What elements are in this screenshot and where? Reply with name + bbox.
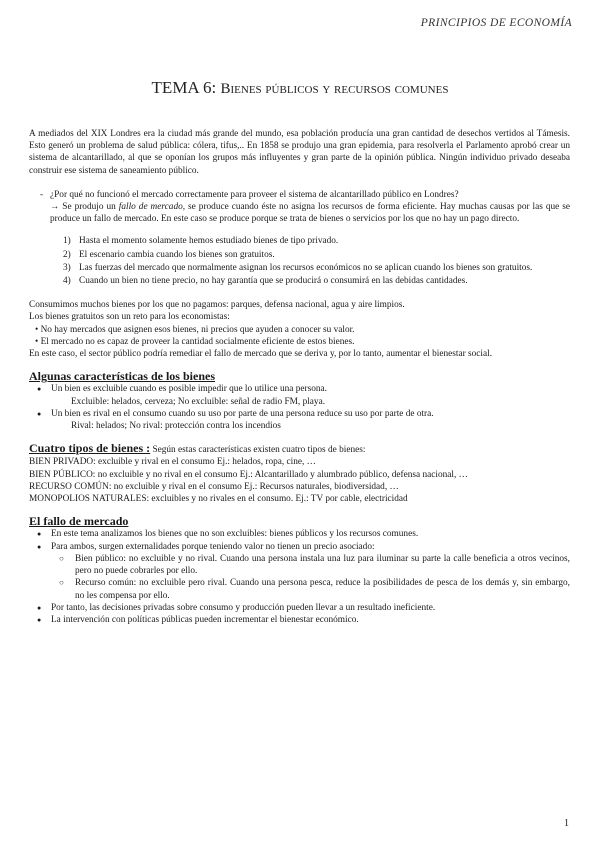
characteristics-heading: Algunas características de los bienes: [29, 369, 215, 384]
list-item: [37, 408, 570, 420]
market-failure-list: [29, 528, 570, 552]
item-number: 2): [63, 249, 71, 260]
numbered-list: [29, 235, 570, 287]
item-text: La intervención con políticas públicas pueden incrementar el bienestar económico.: [51, 614, 359, 625]
type-text: no excluible y rival en el consumo Ej.: Recursos naturales, biodiversidad, …: [111, 481, 399, 492]
intro-paragraph: A mediados del XIX Londres era la ciudad más grande del mundo, esa población producía una gran cantidad de desechos vertidos al Támesis. Esto generó un problema de salud pública: cólera, tifus,.. En 1858 se produjo una gran epidemia, para resolverla el Parlamento aprobó crear un sistema de alcantarillado, al que se oponían los grupos más influyentes y gran parte de la opinión pública. Ningún individuo privado deseaba construir ese sistema de saneamiento público.: [29, 129, 570, 176]
four-types-section: [29, 442, 570, 505]
item-text: Para ambos, surgen externalidades porque teniendo valor no tienen un precio asociado:: [51, 541, 375, 552]
type-text: excluibles y no rivales en el consumo. Ej.: TV por cable, electricidad: [149, 494, 408, 505]
answer-text: [50, 201, 570, 225]
answer-pre: → Se produjo un: [50, 202, 119, 213]
bullet-icon: ●: [37, 615, 42, 624]
running-header: PRINCIPIOS DE ECONOMÍA: [420, 17, 572, 29]
bullet-icon: ●: [37, 530, 42, 539]
list-item: [63, 249, 570, 261]
list-item: [37, 614, 570, 626]
answer-emphasis: fallo de mercado: [118, 202, 183, 213]
circle-bullet-icon: ○: [59, 553, 64, 563]
sub-list-item: [59, 577, 570, 601]
type-label: MONOPOLIOS NATURALES:: [29, 494, 150, 505]
four-types-intro: Según estas características existen cuatro tipos de bienes:: [150, 445, 366, 456]
list-item: [37, 602, 570, 614]
item-text: En este tema analizamos los bienes que no son excluibles: bienes públicos y los recursos comunes.: [51, 529, 419, 540]
type-text: excluible y rival en el consumo Ej.: helados, ropa, cine, …: [95, 457, 316, 468]
bullet-icon: ●: [37, 603, 42, 612]
question-dash: -: [40, 189, 44, 200]
title-prefix: TEMA 6:: [151, 78, 221, 97]
type-label: BIEN PRIVADO:: [29, 457, 96, 468]
question-text: ¿Por qué no funcionó el mercado correctamente para proveer el sistema de alcantarillado público en Londres?: [50, 189, 459, 200]
item-text: Las fuerzas del mercado que normalmente asignan los recursos económicos no se aplican cuando los bienes son gratuitos.: [79, 262, 533, 273]
answer-post: , se produce cuando éste no asigna los recursos de forma eficiente. Hay muchas causas por las que se produce un fallo de mercado. En este caso se produce porque se trata de bienes o servicios por los que no hay un pago directo.: [50, 202, 571, 225]
market-failure-sublist: [29, 553, 570, 602]
title-rest: Bienes públicos y recursos comunes: [220, 81, 449, 97]
bullet-icon: ●: [37, 385, 42, 394]
type-line: [29, 469, 570, 481]
type-line: [29, 493, 570, 505]
item-number: 1): [63, 236, 71, 247]
market-failure-list-2: [29, 602, 570, 626]
circle-bullet-icon: ○: [59, 578, 64, 588]
list-item: [63, 275, 570, 287]
type-text: no excluible y no rival en el consumo Ej.: Alcantarillado y alumbrado público, defensa nacional, …: [95, 469, 468, 480]
bullet-icon: ●: [37, 542, 42, 551]
page-number: 1: [564, 818, 569, 829]
four-types-heading: Cuatro tipos de bienes :: [29, 441, 151, 456]
free-goods-section: [29, 299, 570, 360]
item-number: 4): [63, 276, 71, 287]
type-line: [29, 481, 570, 493]
list-item: [37, 541, 570, 553]
item-text: Recurso común: no excluible pero rival. Cuando una persona pesca, reduce la posibilidades de pesca de los demás y, sin embargo, no les compensa por ello.: [75, 578, 570, 601]
item-text: Un bien es excluible cuando es posible impedir que lo utilice una persona.: [51, 384, 327, 395]
type-label: RECURSO COMÚN:: [29, 481, 112, 492]
free-goods-line: Los bienes gratuitos son un reto para los economistas:: [29, 312, 230, 323]
free-goods-line: En este caso, el sector público podría remediar el fallo de mercado que se deriva y, por lo tanto, aumentar el bienestar social.: [29, 349, 493, 360]
free-goods-bullet: • No hay mercados que asignen esos bienes, ni precios que ayuden a conocer su valor.: [35, 324, 355, 335]
list-item: [37, 383, 570, 395]
type-label: BIEN PÚBLICO:: [29, 469, 96, 480]
free-goods-line: Consumimos muchos bienes por los que no pagamos: parques, defensa nacional, agua y aire limpios.: [29, 300, 405, 311]
example-line: Excluible: helados, cerveza; No excluible: señal de radio FM, playa.: [71, 396, 326, 407]
example-line: Rival: helados; No rival: protección contra los incendios: [71, 421, 281, 432]
list-item: [63, 235, 570, 247]
item-text: El escenario cambia cuando los bienes son gratuitos.: [79, 249, 275, 260]
item-text: Por tanto, las decisiones privadas sobre consumo y producción pueden llevar a un resultado ineficiente.: [51, 602, 436, 613]
item-text: Bien público: no excluible y no rival. Cuando una persona instala una luz para iluminar su parte la calle beneficia a otros vecinos, pero no puede cobrarles por ello.: [75, 553, 570, 577]
document-body: [29, 128, 570, 626]
item-text: Hasta el momento solamente hemos estudiado bienes de tipo privado.: [79, 236, 339, 247]
characteristics-list: [29, 383, 570, 395]
item-text: Un bien es rival en el consumo cuando su uso por parte de una persona reduce su uso por parte de otra.: [51, 408, 434, 419]
free-goods-bullet: • El mercado no es capaz de proveer la cantidad socialmente eficiente de estos bienes.: [35, 336, 355, 347]
item-text: Cuando un bien no tiene precio, no hay garantía que se producirá o consumirá en las debidas cantidades.: [79, 276, 468, 287]
page-title: [0, 78, 600, 98]
type-line: [29, 456, 570, 468]
list-item: [63, 262, 570, 274]
characteristics-list-2: [29, 408, 570, 420]
question-block: [40, 189, 570, 226]
item-number: 3): [63, 262, 71, 273]
sub-list-item: [59, 553, 570, 577]
list-item: [37, 528, 570, 540]
bullet-icon: ●: [37, 409, 42, 418]
market-failure-heading: El fallo de mercado: [29, 514, 129, 529]
